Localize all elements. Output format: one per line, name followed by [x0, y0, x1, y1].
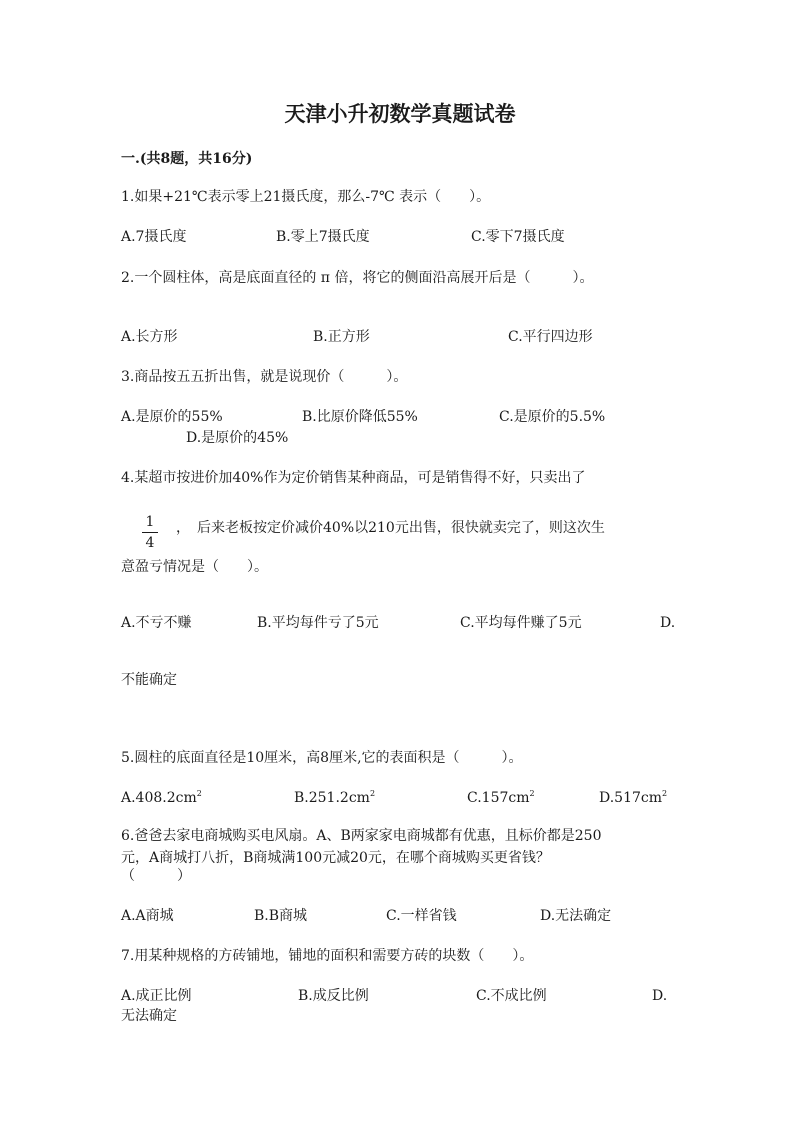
q5-option-b-sup: 2	[369, 789, 376, 798]
question-5: 5.圆柱的底面直径是10厘米，高8厘米,它的表面积是（ ）。	[121, 750, 523, 766]
q5-option-b-text: B.251.2cm	[294, 790, 370, 806]
question-6-line-1: 6.爸爸去家电商城购买电风扇。A、B两家家电商城都有优惠，且标价都是250	[121, 828, 602, 844]
page-title: 天津小升初数学真题试卷	[284, 101, 516, 126]
q1-option-b: B.零上7摄氏度	[276, 229, 370, 245]
question-2: 2.一个圆柱体，高是底面直径的 π 倍，将它的侧面沿高展开后是（ ）。	[121, 270, 594, 286]
q4-option-c: C.平均每件赚了5元	[460, 615, 582, 631]
q3-option-c: C.是原价的5.5%	[499, 409, 606, 425]
section-heading: 一.(共8题，共16分)	[121, 151, 253, 167]
q5-option-d-text: D.517cm	[599, 790, 663, 806]
q4-option-b: B.平均每件亏了5元	[257, 615, 379, 631]
q4-option-d-text: 不能确定	[121, 672, 177, 688]
q5-option-b	[294, 790, 375, 805]
question-7: 7.用某种规格的方砖铺地，铺地的面积和需要方砖的块数（ ）。	[121, 948, 534, 964]
question-3: 3.商品按五五折出售，就是说现价（ ）。	[121, 369, 408, 385]
q7-option-b: B.成反比例	[298, 988, 369, 1004]
q2-option-a: A.长方形	[121, 329, 178, 345]
q1-option-a: A.7摄氏度	[121, 229, 187, 245]
fraction-numerator: 1	[145, 514, 155, 530]
question-4-line-1: 4.某超市按进价加40%作为定价销售某种商品，可是销售得不好，只卖出了	[121, 470, 586, 486]
q5-option-a-text: A.408.2cm	[121, 790, 197, 806]
q5-option-a	[121, 790, 202, 805]
q5-option-c-sup: 2	[529, 789, 535, 798]
q2-option-b: B.正方形	[313, 329, 370, 345]
q5-option-c-text: C.157cm	[467, 790, 530, 806]
q7-option-a: A.成正比例	[121, 988, 192, 1004]
question-4-line-2: ， 后来老板按定价减价40%以210元出售，很快就卖完了，则这次生	[176, 520, 605, 536]
q5-option-c	[467, 790, 535, 805]
q4-option-a: A.不亏不赚	[121, 615, 192, 631]
q5-option-d	[599, 790, 667, 805]
q7-option-d-text: 无法确定	[121, 1008, 177, 1024]
fraction-one-quarter	[140, 515, 160, 550]
fraction-denominator: 4	[145, 535, 155, 551]
q3-option-b: B.比原价降低55%	[302, 409, 418, 425]
q7-option-c: C.不成比例	[476, 988, 547, 1004]
q3-option-a: A.是原价的55%	[121, 409, 223, 425]
question-1: 1.如果+21℃表示零上21摄氏度，那么-7℃ 表示（ ）。	[121, 189, 491, 205]
q6-option-a: A.A商城	[121, 908, 174, 924]
q7-option-d: D.	[652, 988, 668, 1004]
q6-option-d: D.无法确定	[540, 908, 612, 924]
q4-option-d: D.	[660, 615, 676, 631]
q1-option-c: C.零下7摄氏度	[471, 229, 565, 245]
question-6-line-3: （ ）	[121, 868, 191, 884]
q5-option-d-sup: 2	[662, 789, 668, 798]
q6-option-c: C.一样省钱	[386, 908, 457, 924]
question-4-line-3: 意盈亏情况是（ ）。	[121, 559, 268, 575]
q6-option-b: B.B商城	[254, 908, 308, 924]
q3-option-d: D.是原价的45%	[186, 430, 289, 446]
question-6-line-2: 元，A商城打八折，B商城满100元减20元，在哪个商城购买更省钱？	[121, 850, 550, 866]
q2-option-c: C.平行四边形	[508, 329, 593, 345]
fraction-bar	[142, 532, 158, 533]
q5-option-a-sup: 2	[196, 789, 202, 798]
